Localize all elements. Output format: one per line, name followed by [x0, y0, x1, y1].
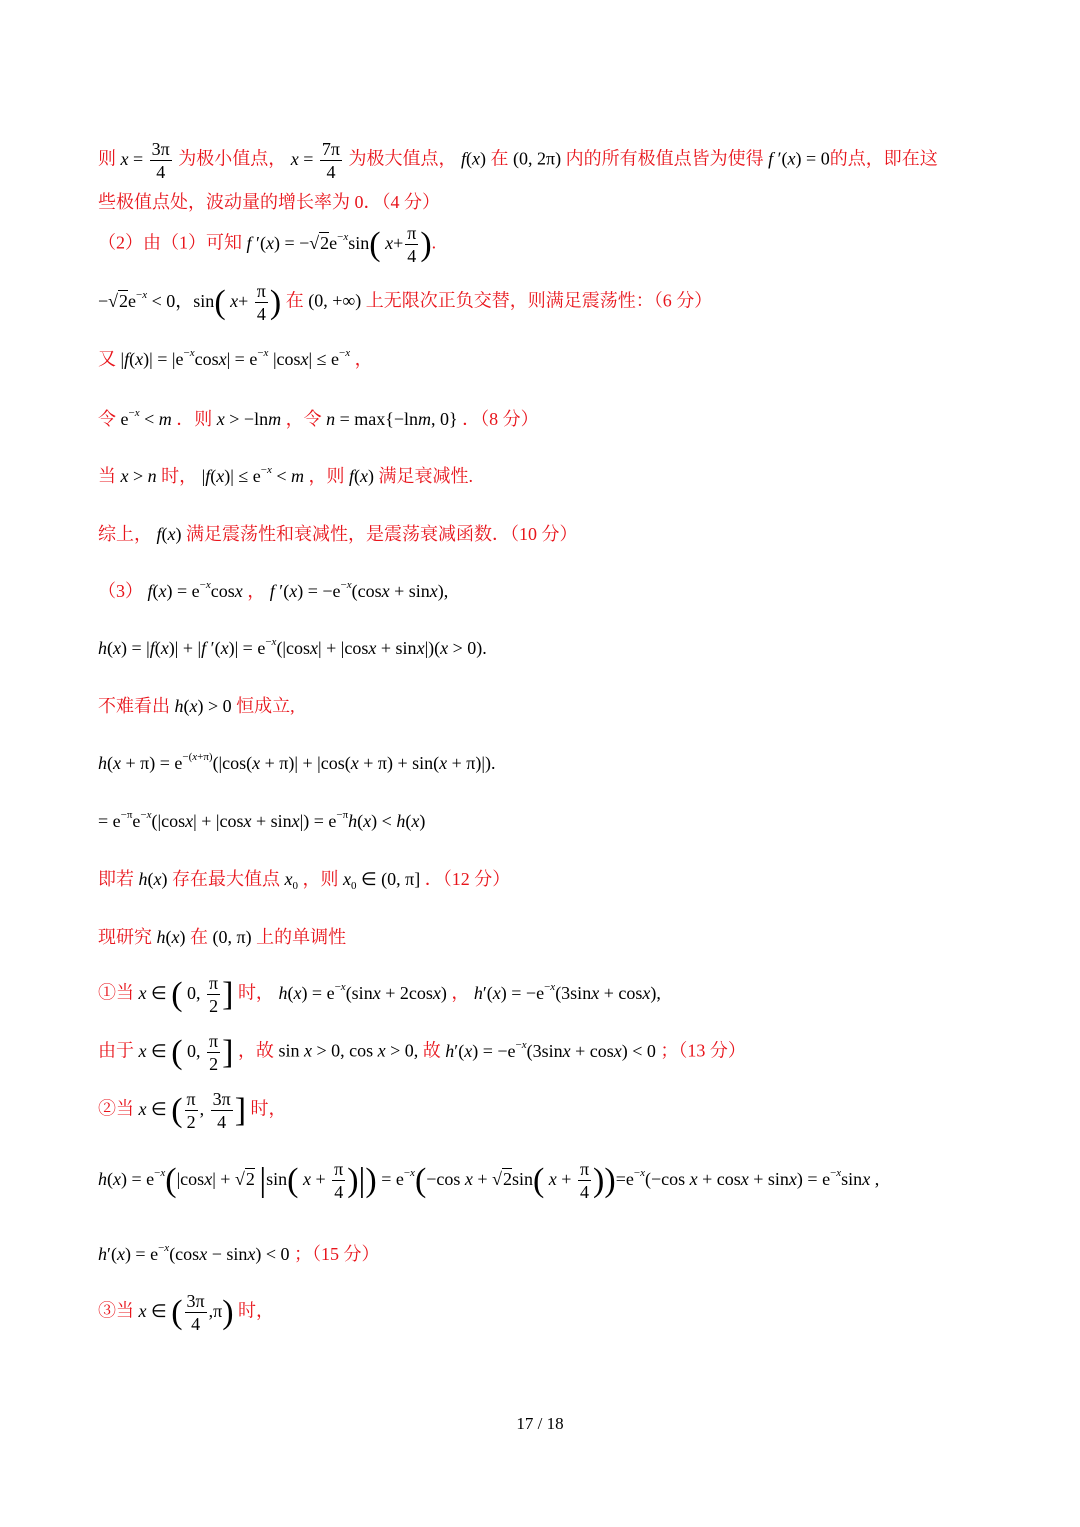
text-line-10: h(x) = |f(x)| + |f $'(x)| = e^{-x}(|\cos x| + |\cos x + \sin x|)(x > 0)$. [98, 636, 487, 658]
text-line-13: = $e^{-\pi}e^{-x}(|\cos x| + |\cos x + \sin x|) = e^{-\pi}h(x) < h(x)$ [98, 809, 426, 831]
math-x-eq-7pi-4: x = $\frac{7\pi}{4}$ [290, 139, 340, 182]
math-x-eq-3pi-4: x = $\frac{3\pi}{4}$ [120, 139, 170, 182]
text-line-8: 综上， f(x) 满足震荡性和衰减性，是震荡衰减函数．（10 分） [98, 524, 578, 544]
text-line-20: $h'(x) = e^{-x}(\cos x - \sin x) < 0$ ；（15 分） [98, 1242, 380, 1264]
text-line-5: 又 $|f(x)| = |e^{-x}\cos x| = e^{-x}$ $|\cos x| \le e^{-x}$ ， [98, 347, 373, 369]
text-line-6: 令 $e^{-x} < m$ ．则 x > −lnm ，令 n = max{−lnm, 0} ．（8 分） [98, 407, 539, 429]
text-line-4: $-√2e^{-x} < 0$，sin( x+ $\frac{\pi}{4}$ ) 在 (0, +∞) 上无限次正负交替，则满足震荡性：（6 分） [98, 281, 713, 324]
text-line-19: $h(x) = e^{-x}(|\cos x| + √2$ |sin( x + $\frac{\pi}{4}$ )|) = $e^{-x}(-\cos$ x + √2sin( x + $\frac{\pi}{4}$ ))$=e^{-x}(-\cos$ $x + \cos x + \sin x) = e^{-x}\sin x$ , [98, 1159, 880, 1202]
text-line-14: 即若 h(x) 存在最大值点 $x_0$ ，则 $x_0$ ∈ (0, π] ．（12 分） [98, 869, 511, 892]
text-line-17: 由于 x ∈ ( 0, $\frac{\pi}{2}$ ] ，故 sin x > 0, cos x > 0, 故 $h'(x) = -e^{-x}(3\sin x + \cos x) < 0$ ；（13 分） [98, 1031, 746, 1074]
text-line-11: 不难看出 h(x) > 0 恒成立, [98, 696, 295, 716]
text-line-12: $h(x + \pi) = e^{-(x+\pi)}(|\cos(x + \pi)| + |\cos(x + \pi) + \sin(x + \pi)|)$. [98, 751, 496, 773]
text-line-15: 现研究 h(x) 在 (0, π) 上的单调性 [98, 927, 347, 947]
text-line-1: 则 x = $\frac{3\pi}{4}$ 为极小值点， x = $\frac{7\pi}{4}$ 为极大值点， f(x) 在 (0, 2π) 内的所有极值点皆为使得 f ′(x) = 0的点，即在这 [98, 139, 938, 182]
text-line-7: 当 x > n 时， $|f(x)| \le e^{-x} < m$ ，则 f(x) 满足衰减性. [98, 464, 474, 486]
text-line-2: 些极值点处，波动量的增长率为 0．（4 分） [98, 192, 440, 212]
text-line-16: ①当 x ∈ ( 0, $\frac{\pi}{2}$ ] 时， $h(x) = e^{-x}(\sin x + 2\cos x)$ ， $h'(x) = -e^{-x}(3\sin x + \cos x)$, [98, 973, 661, 1016]
text-line-21: ③当 x ∈ ( $\frac{3\pi}{4}$ ,π) 时， [98, 1291, 275, 1334]
text-line-18: ②当 x ∈ ( $\frac{\pi}{2}$ , $\frac{3\pi}{4}$ ] 时， [98, 1089, 287, 1132]
page-number: 17 / 18 [516, 1414, 564, 1433]
text-line-9: （3） $f(x) = e^{-x}\cos x$ ， f $'(x) = -e^{-x}(\cos x + \sin x)$, [98, 579, 449, 601]
text-line-3: （2）由（1）可知 f $'(x) = -√2e^{-x}\sin$( x+ $\frac{\pi}{4}$ ). [98, 223, 437, 266]
